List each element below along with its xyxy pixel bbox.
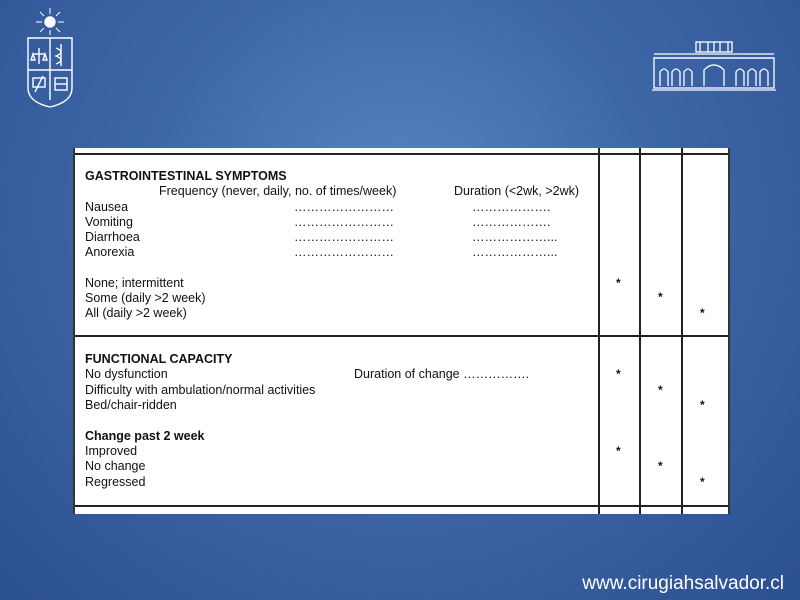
website-url[interactable]: www.cirugiahsalvador.cl xyxy=(582,573,784,594)
functional-option: No dysfunction xyxy=(85,367,168,381)
frequency-header: Frequency (never, daily, no. of times/week) xyxy=(159,184,397,198)
option-marker: * xyxy=(700,306,705,320)
duration-blank: ………………. xyxy=(472,215,551,229)
frequency-blank: …………………… xyxy=(294,230,394,244)
column-divider xyxy=(681,148,683,514)
functional-option: Difficulty with ambulation/normal activities xyxy=(85,383,316,397)
duration-of-change: Duration of change ……………. xyxy=(354,367,530,381)
symptom-label: Nausea xyxy=(85,200,129,214)
duration-header: Duration (<2wk, >2wk) xyxy=(454,184,580,198)
functional-heading: FUNCTIONAL CAPACITY xyxy=(85,352,233,366)
duration-blank: ………………... xyxy=(472,230,558,244)
change-option: Improved xyxy=(85,444,138,458)
option-marker: * xyxy=(658,459,663,473)
frequency-blank: …………………… xyxy=(294,215,394,229)
change-option: No change xyxy=(85,459,146,473)
bottom-border xyxy=(75,505,728,507)
column-divider xyxy=(639,148,641,514)
option-marker: * xyxy=(700,475,705,489)
option-marker: * xyxy=(700,398,705,412)
top-border xyxy=(75,153,728,155)
frequency-blank: …………………… xyxy=(294,245,394,259)
assessment-form xyxy=(73,148,730,514)
frequency-blank: …………………… xyxy=(294,200,394,214)
section-divider xyxy=(75,335,728,337)
option-marker: * xyxy=(616,444,621,458)
gastro-heading: GASTROINTESTINAL SYMPTOMS xyxy=(85,169,287,183)
duration-blank: ………………... xyxy=(472,245,558,259)
column-divider xyxy=(598,148,600,514)
gastro-option: Some (daily >2 week) xyxy=(85,291,206,305)
gastro-option: None; intermittent xyxy=(85,276,184,290)
gastro-option: All (daily >2 week) xyxy=(85,306,187,320)
symptom-label: Anorexia xyxy=(85,245,135,259)
symptom-label: Vomiting xyxy=(85,215,133,229)
university-crest-icon xyxy=(22,8,78,108)
change-heading: Change past 2 week xyxy=(85,429,205,443)
change-option: Regressed xyxy=(85,475,146,489)
hospital-building-icon xyxy=(652,40,776,92)
option-marker: * xyxy=(658,290,663,304)
symptom-label: Diarrhoea xyxy=(85,230,140,244)
option-marker: * xyxy=(616,367,621,381)
option-marker: * xyxy=(616,276,621,290)
functional-option: Bed/chair-ridden xyxy=(85,398,177,412)
duration-blank: ………………. xyxy=(472,200,551,214)
option-marker: * xyxy=(658,383,663,397)
